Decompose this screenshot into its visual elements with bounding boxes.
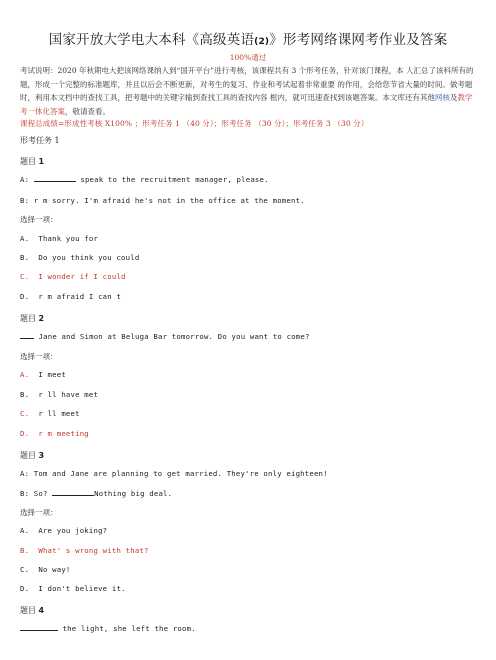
question-text bbox=[20, 624, 196, 633]
dialogue-line bbox=[20, 489, 172, 498]
question-text bbox=[20, 332, 310, 341]
option-c-text bbox=[20, 409, 80, 418]
option-b[interactable]: B. What' s wrong with that? bbox=[20, 546, 149, 555]
document-title bbox=[0, 28, 496, 48]
option-d[interactable]: D. r m afraid I can t bbox=[20, 292, 122, 301]
question-sentence: the light, she left the room. bbox=[58, 624, 196, 633]
option-d[interactable]: D. r m meeting bbox=[20, 429, 89, 438]
option-a[interactable]: A. Are you joking? bbox=[20, 526, 108, 535]
option-b[interactable]: B. r ll have met bbox=[20, 390, 99, 399]
dialogue-text: Nothing big deal. bbox=[94, 489, 173, 498]
pass-note: 100%通过 bbox=[229, 53, 267, 62]
dialogue-speaker: A: bbox=[20, 175, 34, 184]
question-number: 1 bbox=[38, 157, 45, 166]
choose-prompt: 选择一项： bbox=[20, 508, 58, 517]
question-sentence: Jane and Simon at Beluga Bar tomorrow. Do you want to come? bbox=[34, 332, 310, 341]
option-c[interactable]: C. No way! bbox=[20, 565, 71, 574]
description-end: ，敬请查看。 bbox=[65, 106, 110, 116]
option-letter: C. bbox=[20, 409, 30, 418]
choose-prompt: 选择一项： bbox=[20, 352, 58, 361]
question-number: 3 bbox=[38, 451, 45, 460]
option-c[interactable] bbox=[20, 409, 80, 418]
answer-blank bbox=[34, 175, 76, 182]
question-number: 2 bbox=[38, 314, 45, 323]
answer-blank bbox=[52, 489, 94, 496]
choose-prompt: 选择一项： bbox=[20, 215, 58, 224]
option-c[interactable]: C. I wonder if I could bbox=[20, 272, 126, 281]
section-heading: 形考任务 1 bbox=[20, 136, 60, 145]
link-integrated-answers[interactable]: 教学考一体化答案 bbox=[20, 93, 473, 116]
option-a[interactable]: A. Thank you for bbox=[20, 234, 99, 243]
title-number: (2) bbox=[254, 37, 270, 47]
answer-blank bbox=[20, 624, 58, 631]
question-label bbox=[20, 605, 44, 616]
dialogue-line: B: r m sorry. I'm afraid he's not in the office at the moment. bbox=[20, 196, 305, 205]
dialogue-line: A: Tom and Jane are planning to get married. They're only eighteen! bbox=[20, 469, 328, 478]
option-b[interactable]: B. Do you think you could bbox=[20, 253, 140, 262]
question-label bbox=[20, 156, 44, 167]
question-label bbox=[20, 313, 44, 324]
option-a-text: I meet bbox=[29, 370, 66, 379]
answer-blank bbox=[20, 332, 34, 339]
option-a[interactable]: A. I meet bbox=[20, 370, 66, 379]
option-label: r ll meet bbox=[29, 409, 80, 418]
dialogue-speaker: B: So? bbox=[20, 489, 53, 498]
question-prefix: 题目 bbox=[20, 451, 36, 460]
description-connector: 及 bbox=[449, 93, 458, 102]
question-prefix: 题目 bbox=[20, 157, 36, 166]
dialogue-line bbox=[20, 175, 269, 184]
question-prefix: 题目 bbox=[20, 606, 36, 615]
link-wanghe[interactable]: 网核 bbox=[434, 93, 450, 102]
question-label bbox=[20, 450, 44, 461]
title-text-start: 国家开放大学电大本科《高级英语 bbox=[48, 32, 255, 48]
question-prefix: 题目 bbox=[20, 314, 36, 323]
question-number: 4 bbox=[38, 606, 45, 615]
option-d[interactable]: D. I don't believe it. bbox=[20, 584, 126, 593]
description-text: 考试说明：2020 年秋期电大把该网络课纳入到“国开平台”进行考核，该课程共有 3 个形考任务，针对该门课程，本 人汇总了该科所有的题，形成一个完整的标准题库，并且以后会不断更新，对考生的复习、作业和考试起着非常重要 的作用，会给您节省大量的时间。做考题时，利用本文档中的查找工具，把考题中的关键字输到查找工具的查找内容 框内，就可迅速查找到该题答案。本文库还有其他 bbox=[20, 66, 474, 102]
title-text-end: 》形考网络课网考作业及答案 bbox=[269, 32, 448, 48]
dialogue-text: speak to the recruitment manager, please. bbox=[75, 175, 269, 184]
exam-description bbox=[20, 64, 478, 118]
grade-composition: 课程总成绩=形成性考核 X100% ；形考任务 1 （40 分）；形考任务 （30 分）；形考任务 3 （30 分） bbox=[20, 119, 369, 128]
